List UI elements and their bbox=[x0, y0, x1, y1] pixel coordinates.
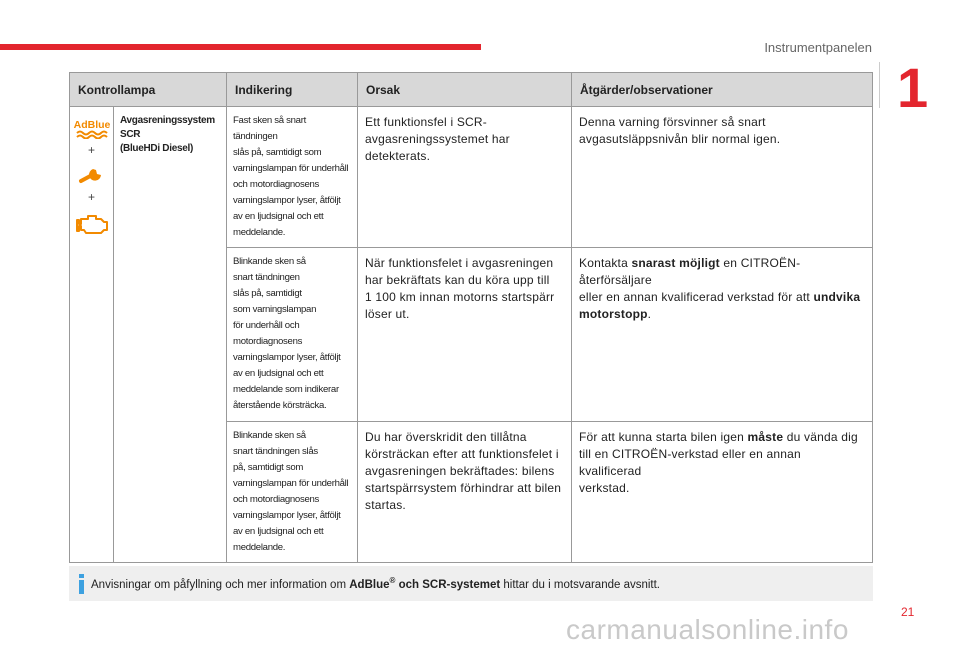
page-number: 21 bbox=[901, 605, 915, 619]
indication-line: för underhåll och bbox=[233, 320, 300, 331]
action-text-part: . bbox=[647, 307, 652, 321]
action-text-emphasis: måste bbox=[747, 430, 784, 444]
info-note bbox=[69, 566, 873, 601]
table-row bbox=[70, 107, 873, 248]
watermark: carmanualsonline.info bbox=[566, 614, 849, 645]
wrench-icon bbox=[78, 164, 106, 186]
cause-cell bbox=[358, 422, 572, 563]
indication-line: av en ljudsignal och ett bbox=[233, 526, 324, 537]
lamp-name-line: Avgasreningssystem bbox=[120, 115, 215, 126]
lamp-name-line: (BlueHDi Diesel) bbox=[120, 143, 193, 154]
indication-line: av en ljudsignal och ett bbox=[233, 368, 324, 379]
indication-line: snart tändningen bbox=[233, 272, 300, 283]
section-title: Instrumentpanelen bbox=[764, 40, 872, 55]
note-text-emphasis: AdBlue bbox=[349, 578, 390, 591]
indication-line: motordiagnosens bbox=[233, 336, 303, 347]
action-cell bbox=[572, 422, 873, 563]
col-header-indication: Indikering bbox=[227, 73, 358, 107]
action-text-emphasis: snarast möjligt bbox=[631, 256, 720, 270]
lamp-name-line: SCR bbox=[120, 129, 141, 140]
col-header-action: Åtgärder/observationer bbox=[572, 73, 873, 107]
indication-line: Blinkande sken så bbox=[233, 256, 306, 267]
warning-lamp-table bbox=[69, 72, 873, 563]
indication-line: återstående körsträcka. bbox=[233, 400, 327, 411]
indication-line: på, samtidigt som bbox=[233, 462, 304, 473]
chapter-number: 1 bbox=[897, 56, 929, 119]
cause-text: Du har överskridit den tillåtna körsträckan efter att funktionsfelet i avgasreningen bekräftades: bilens startspärrsystem förhindrar att bilen startas. bbox=[365, 430, 562, 512]
indication-line: Blinkande sken så bbox=[233, 430, 306, 441]
indication-line: slås på, samtidigt som bbox=[233, 147, 322, 158]
indication-line: meddelande. bbox=[233, 227, 286, 238]
indication-line: varningslampan för underhåll bbox=[233, 478, 349, 489]
action-cell bbox=[572, 248, 873, 422]
engine-check-icon bbox=[75, 211, 109, 237]
indication-line: Fast sken så snart tändningen bbox=[233, 115, 306, 142]
indication-line: meddelande. bbox=[233, 542, 286, 553]
indication-cell bbox=[227, 248, 358, 422]
action-text-part: du vända dig till en CITROËN-verkstad eller en annan kvalificerad verkstad. bbox=[579, 430, 858, 495]
header-accent-bar bbox=[0, 44, 481, 50]
action-text-part: Kontakta bbox=[579, 256, 632, 270]
note-text-emphasis: och SCR-systemet bbox=[395, 578, 501, 591]
indication-line: slås på, samtidigt bbox=[233, 288, 302, 299]
action-text-part: Denna varning försvinner så snart avgasutsläppsnivån blir normal igen. bbox=[579, 115, 781, 146]
action-text-part: en CITROËN-återförsäljare eller en annan kvalificerad verkstad för att bbox=[579, 256, 810, 304]
adblue-icon bbox=[73, 117, 111, 139]
indication-line: varningslampor lyser, åtföljt bbox=[233, 195, 341, 206]
table-header-row bbox=[70, 73, 873, 107]
col-header-cause: Orsak bbox=[358, 73, 572, 107]
note-text-part: Anvisningar om påfyllning och mer information om bbox=[91, 578, 350, 591]
info-note-text bbox=[91, 576, 660, 591]
indication-cell bbox=[227, 107, 358, 248]
plus-sign: + bbox=[87, 143, 95, 157]
indication-line: som varningslampan bbox=[233, 304, 317, 315]
action-text-emphasis: undvika motorstopp bbox=[579, 290, 861, 321]
indication-line: varningslampor lyser, åtföljt bbox=[233, 352, 341, 363]
registered-mark: ® bbox=[389, 576, 396, 585]
chapter-divider bbox=[879, 62, 880, 108]
lamp-icons-cell bbox=[70, 107, 114, 563]
cause-text: Ett funktionsfel i SCR- avgasreningssystemet har detekterats. bbox=[365, 115, 510, 163]
indication-line: varningslampan för underhåll bbox=[233, 163, 349, 174]
col-header-lamp: Kontrollampa bbox=[70, 73, 227, 107]
action-text bbox=[579, 255, 865, 323]
cause-cell bbox=[358, 107, 572, 248]
indication-line: och motordiagnosens bbox=[233, 494, 320, 505]
cause-cell bbox=[358, 248, 572, 422]
plus-sign: + bbox=[87, 190, 95, 204]
action-text bbox=[579, 429, 865, 497]
indication-line: snart tändningen slås bbox=[233, 446, 318, 457]
indication-cell bbox=[227, 422, 358, 563]
info-icon bbox=[75, 573, 89, 595]
lamp-name-cell bbox=[114, 107, 227, 563]
action-cell bbox=[572, 107, 873, 248]
indication-line: av en ljudsignal och ett bbox=[233, 211, 324, 222]
indication-line: varningslampor lyser, åtföljt bbox=[233, 510, 341, 521]
adblue-icon-text: AdBlue bbox=[73, 119, 110, 131]
indication-line: och motordiagnosens bbox=[233, 179, 320, 190]
cause-text: När funktionsfelet i avgasreningen har bekräftats kan du köra upp till 1 100 km innan motorns startspärr löser ut. bbox=[365, 256, 555, 321]
note-text-part: hittar du i motsvarande avsnitt. bbox=[500, 578, 661, 591]
indication-line: meddelande som indikerar bbox=[233, 384, 339, 395]
action-text bbox=[579, 114, 865, 148]
action-text-part: För att kunna starta bilen igen bbox=[579, 430, 748, 444]
